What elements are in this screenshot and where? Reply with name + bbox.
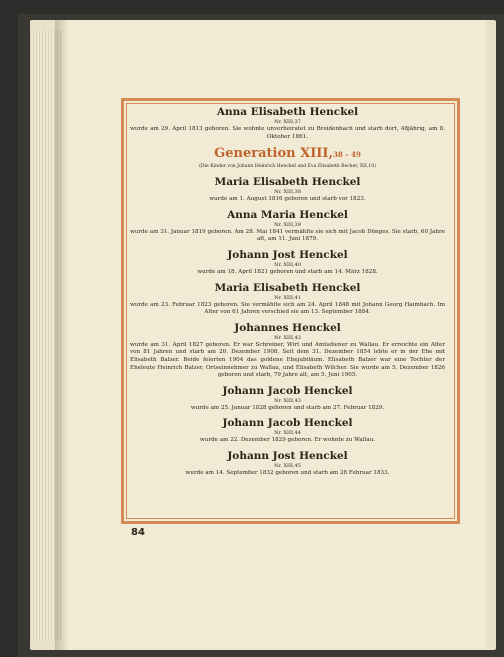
- entry-text: wurde am 22. Dezember 1829 geboren. Er wohnte zu Wallau.: [200, 437, 375, 444]
- page-number: 84: [131, 527, 145, 538]
- entry-text: wurde am 18. April 1821 geboren und starb am 14. März 1828.: [197, 268, 378, 275]
- entry: [130, 385, 445, 413]
- entry-number: Nr. XIII,43: [274, 397, 301, 404]
- entry: [130, 417, 445, 445]
- entry-name: Johann Jacob Henckel: [222, 417, 353, 430]
- entry-number: Nr. XIII,44: [274, 430, 301, 437]
- entry-text: wurde am 29. April 1813 geboren. Sie wohnte unverheiratet zu Breidenbach und starb dort, 48jährig, am 8. Oktober 1861.: [130, 126, 445, 140]
- entry-text: wurde am 23. Februar 1823 geboren. Sie vermählte sich am 24. April 1848 mit Johann Georg Haimbach. Im Alter von 61 Jahren verschied sie am 13. September 1884.: [130, 301, 445, 316]
- entry: [130, 450, 445, 478]
- entry-anna-elisabeth: [130, 106, 445, 141]
- entry-name: Maria Elisabeth Henckel: [214, 281, 361, 294]
- entry: [130, 282, 445, 317]
- entry: [130, 176, 445, 204]
- generation-heading: [130, 146, 445, 170]
- entry-text: wurde am 31. April 1827 geboren. Er war Schreiner, Wirt und Amtsdiener zu Wallau. Er erreichte ein Alter von 81 Jahren und starb am 20. Dezember 1908. Seit dem 31. Dezember 1854 lebte er in der Ehe mit Elisabeth Balzer. Beide feierten 1904 das goldene Ehejubiläum. Elisabeth Balzer war eine Tochter der Eheleute Heinrich Balzer, Ortseinnehmer zu Wallau, und Elisabeth Wilcher. Sie wurde am 5. Dezember 1826 geboren und starb, 79 Jahre alt, am 5. Juni 1905.: [130, 341, 445, 379]
- entry-name: Johann Jost Henckel: [227, 449, 348, 462]
- entry-text: wurde am 31. Januar 1819 geboren. Am 28. Mai 1841 vermählte sie sich mit Jacob Dönges. Sie starb, 60 Jahre alt, am 11. Juni 1879.: [130, 228, 445, 243]
- generation-title-text: Generation XIII,: [214, 146, 333, 162]
- generation-title: [130, 146, 445, 163]
- entry-name: Johann Jacob Henckel: [222, 384, 353, 397]
- entry-text: wurde am 14. September 1832 geboren und starb am 28 Februar 1833.: [185, 469, 390, 476]
- entry: [130, 209, 445, 244]
- entry-number: Nr. XIII,41: [274, 294, 301, 301]
- entry-name: Anna Elisabeth Henckel: [216, 106, 359, 118]
- entry-text: wurde am 25. Januar 1828 geboren und starb am 27. Februar 1829.: [190, 404, 385, 411]
- entry-number: Nr. XIII,40: [274, 261, 301, 268]
- entry-name: Johannes Henckel: [234, 321, 341, 334]
- entry-number: Nr. XIII,39: [274, 221, 301, 228]
- entry-name: Anna Maria Henckel: [227, 208, 348, 221]
- entry-number: Nr. XIII,38: [274, 189, 301, 196]
- entry: [130, 322, 445, 380]
- entry-name: Maria Elisabeth Henckel: [214, 176, 361, 189]
- generation-subtitle: (Die Kinder von Johann Heinrich Henckel und Eva Elisabeth Becker, XII,10): [199, 164, 376, 170]
- entry-number: Nr. XIII,45: [274, 462, 301, 469]
- entry: [130, 249, 445, 277]
- entry-text: wurde am 1. August 1816 geboren und starb vor 1823.: [209, 196, 366, 203]
- entry-number: Nr. XIII,37: [274, 119, 301, 125]
- generation-range: 38 – 49: [332, 150, 361, 160]
- spine-shadow: [55, 20, 69, 650]
- entry-number: Nr. XIII,42: [274, 334, 301, 341]
- page-content: [130, 106, 445, 511]
- entry-name: Johann Jost Henckel: [227, 248, 348, 261]
